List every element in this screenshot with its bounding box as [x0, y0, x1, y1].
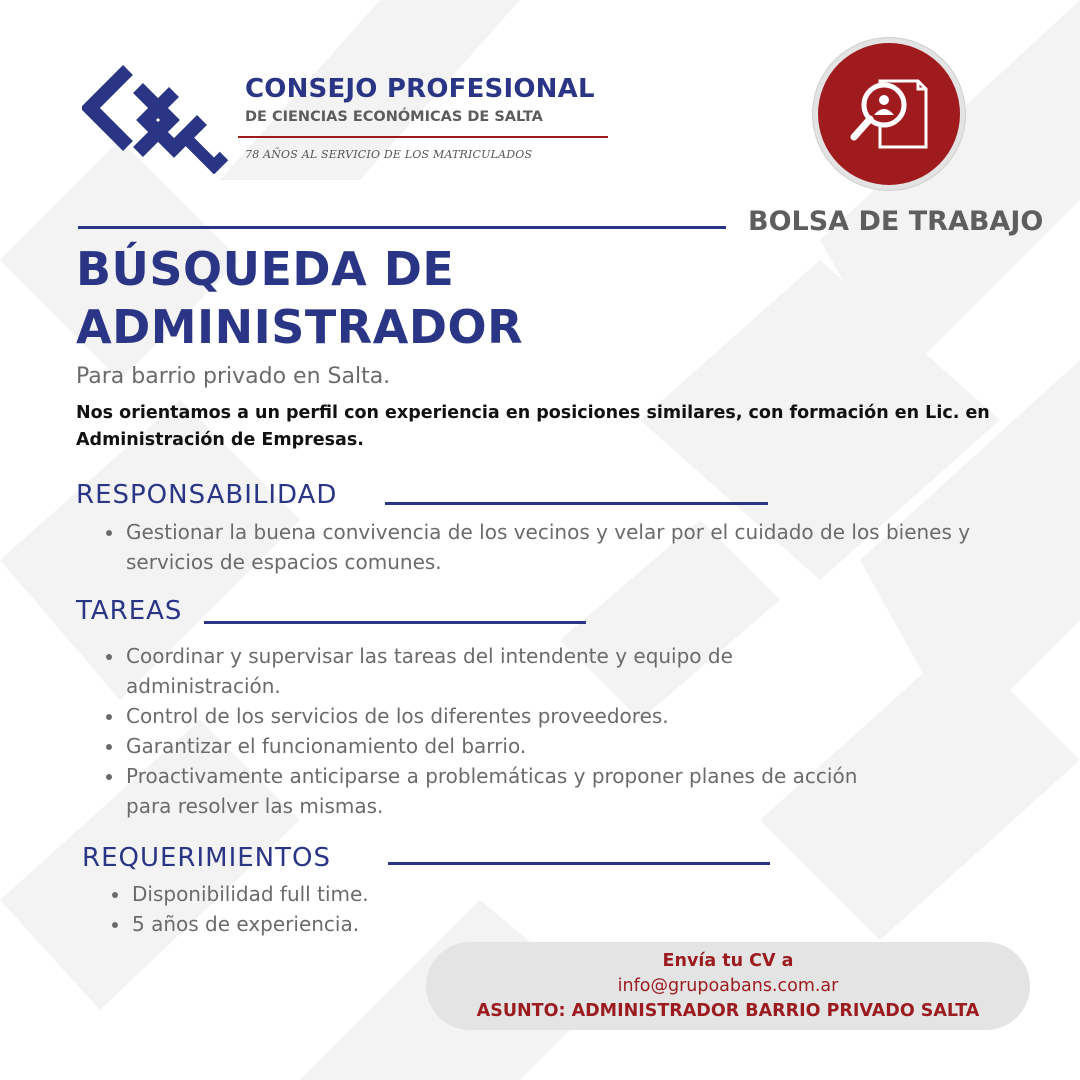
section-title-requerimientos: REQUERIMIENTOS [82, 843, 331, 873]
section-title-responsabilidad: RESPONSABILIDAD [76, 480, 338, 510]
list-item: Disponibilidad full time. [108, 879, 708, 909]
list-item: Control de los servicios de los diferentes proveedores. [102, 701, 862, 731]
section-rule-responsabilidad [385, 502, 768, 505]
org-tagline: 78 AÑOS AL SERVICIO DE LOS MATRICULADOS [245, 148, 533, 161]
page-subtitle: Para barrio privado en Salta. [76, 364, 391, 389]
profile-description: Nos orientamos a un perfil con experiencia en posiciones similares, con formación en Lic. en Administración de Empresas. [76, 403, 990, 450]
tareas-list [102, 641, 862, 821]
job-search-magnifier-icon [813, 38, 965, 190]
list-item: Garantizar el funcionamiento del barrio. [102, 731, 862, 761]
contact-intro: Envía tu CV a [662, 950, 794, 971]
contact-email[interactable]: info@grupoabans.com.ar [617, 975, 839, 996]
list-item: Coordinar y supervisar las tareas del intendente y equipo de administración. [102, 641, 862, 701]
list-item: Gestionar la buena convivencia de los vecinos y velar por el cuidado de los bienes y servicios de espacios comunes. [102, 517, 1002, 577]
contact-box [426, 942, 1030, 1030]
requerimientos-list [108, 879, 708, 939]
section-title-tareas: TAREAS [76, 596, 183, 626]
logo-divider [238, 136, 608, 138]
page-title-line-2: ADMINISTRADOR [76, 300, 524, 354]
title-divider [78, 226, 726, 229]
bolsa-de-trabajo-label: BOLSA DE TRABAJO [748, 206, 1044, 237]
org-title: CONSEJO PROFESIONAL [245, 74, 595, 104]
responsabilidad-list [102, 517, 1002, 577]
list-item: 5 años de experiencia. [108, 909, 708, 939]
page-title [76, 240, 523, 356]
cpce-logo-icon [82, 62, 232, 174]
page-title-line-1: BÚSQUEDA DE [76, 242, 455, 296]
org-subtitle: DE CIENCIAS ECONÓMICAS DE SALTA [245, 109, 543, 125]
section-rule-tareas [204, 621, 586, 624]
section-rule-requerimientos [388, 862, 770, 865]
list-item: Proactivamente anticiparse a problemáticas y proponer planes de acción para resolver las mismas. [102, 761, 862, 821]
contact-subject: ASUNTO: ADMINISTRADOR BARRIO PRIVADO SALTA [476, 1000, 980, 1021]
